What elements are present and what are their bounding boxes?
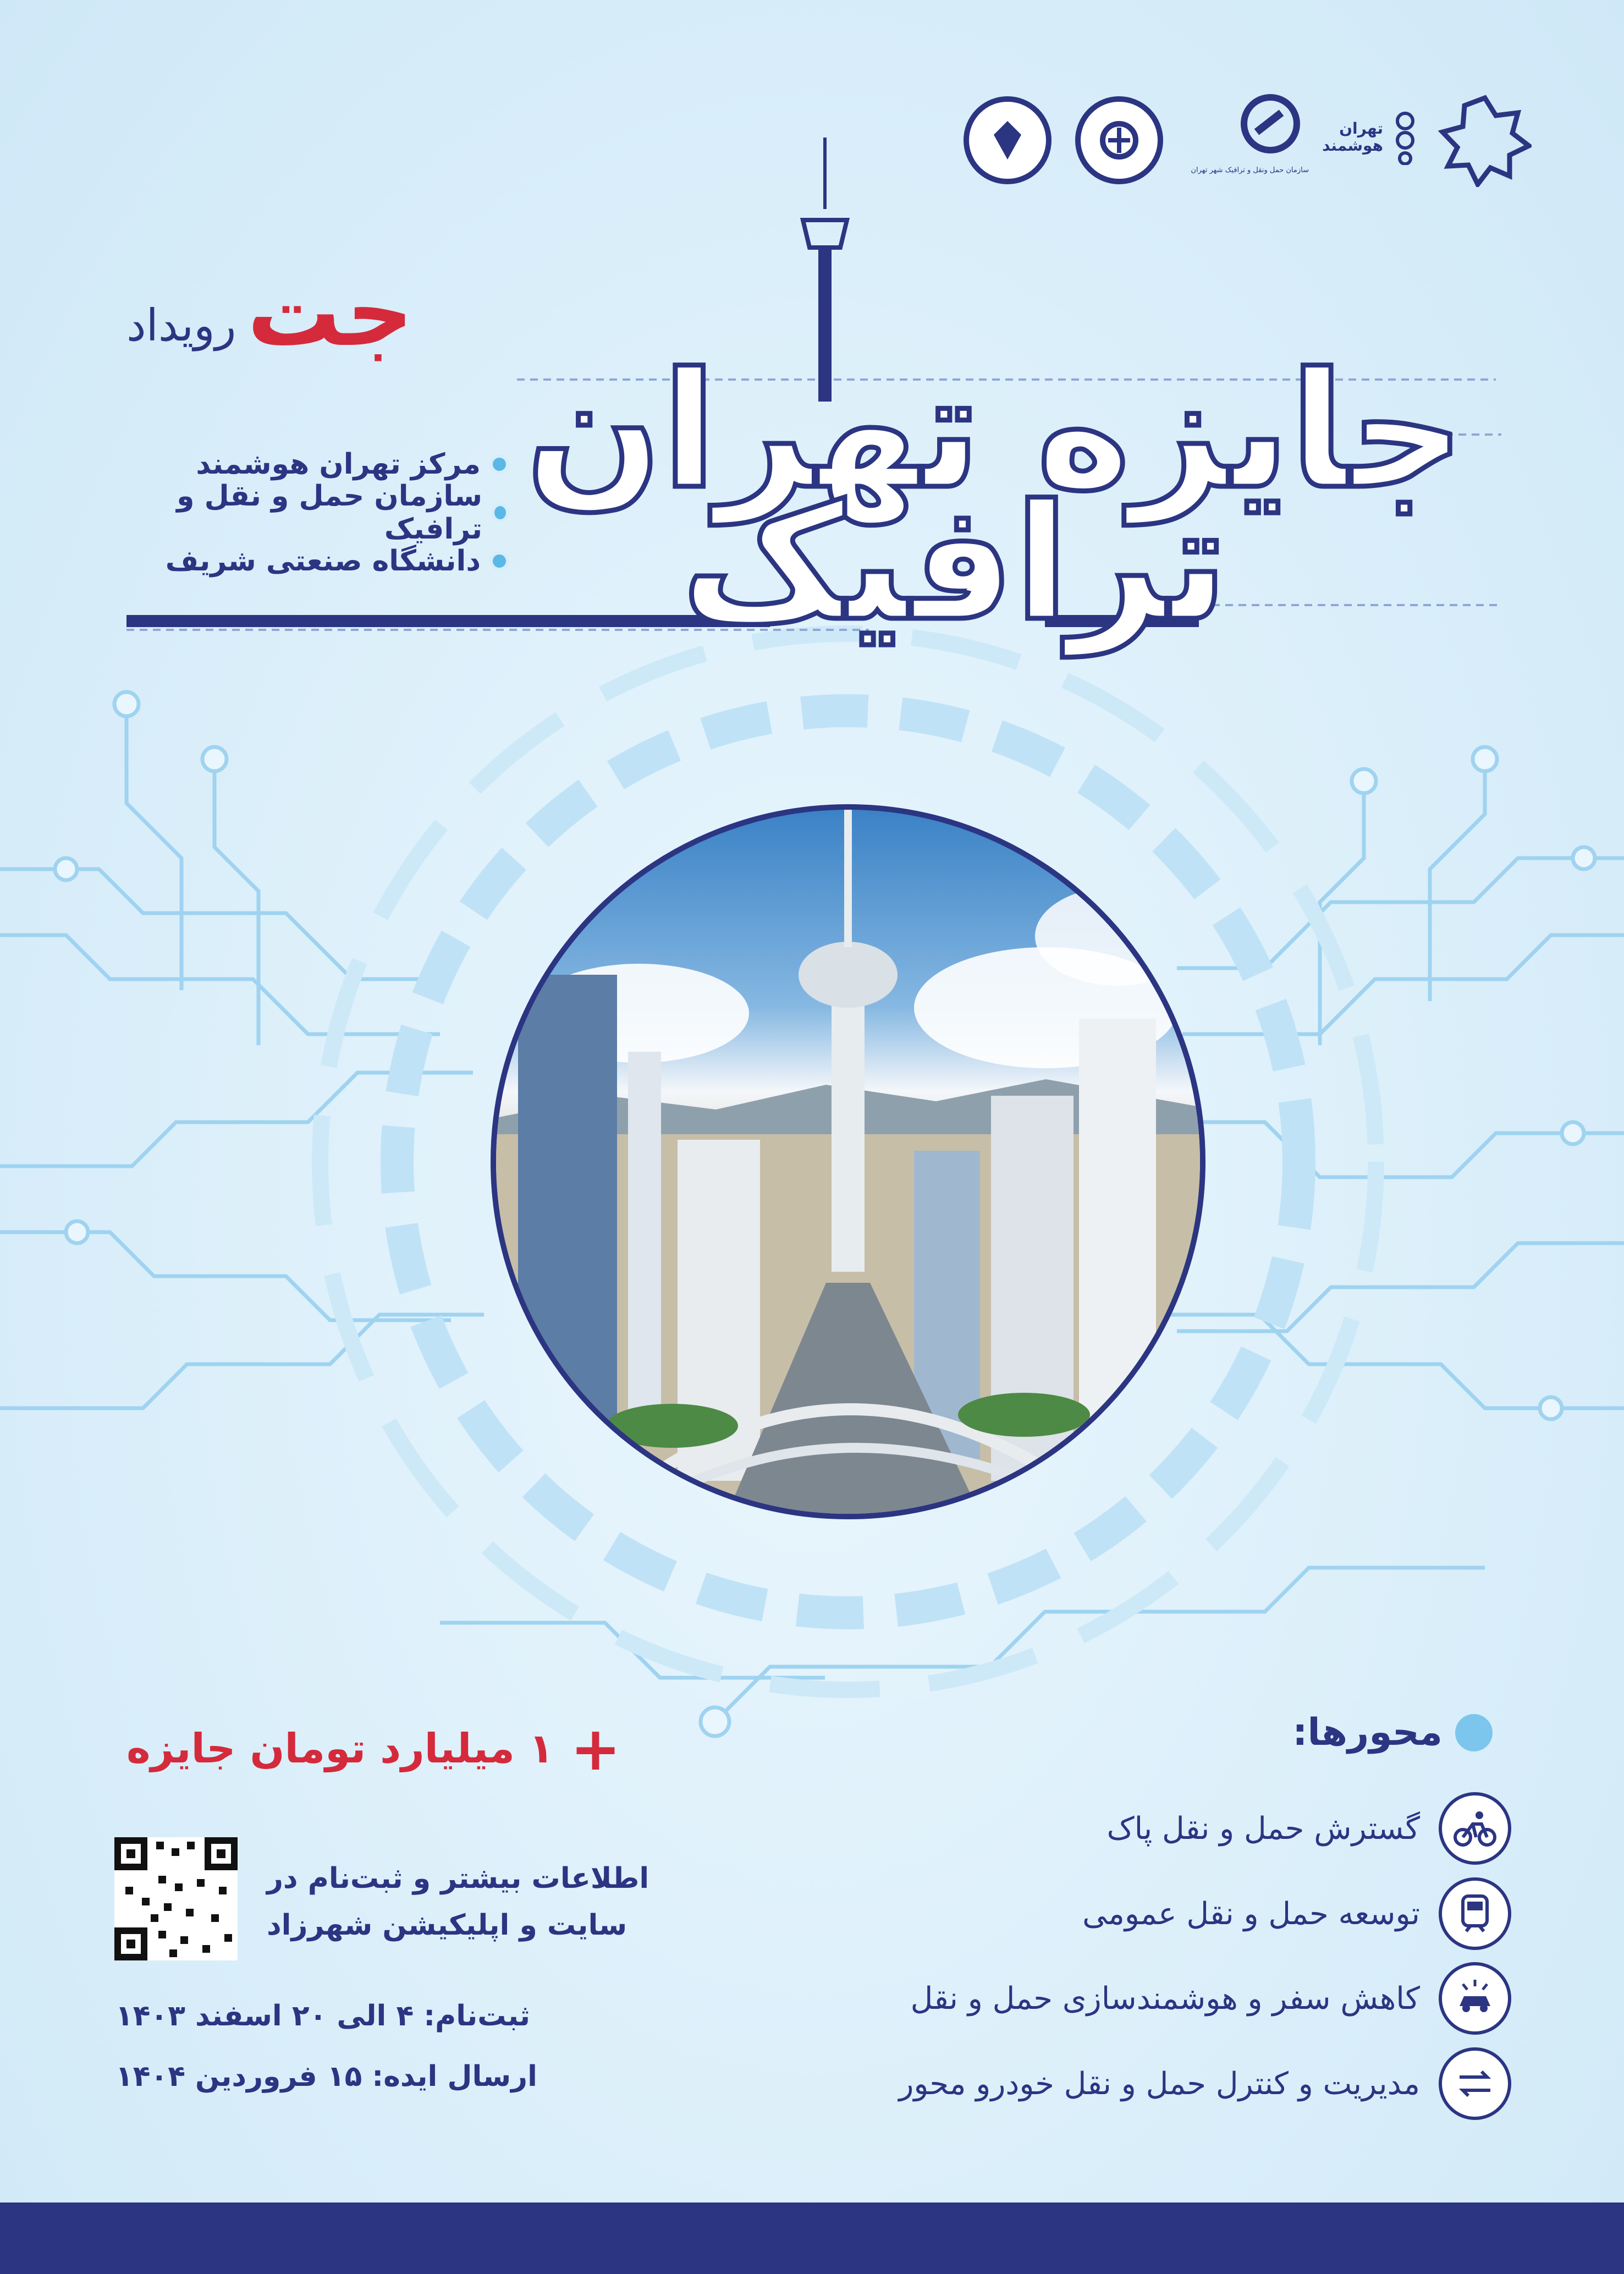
qr-code[interactable] [114, 1837, 238, 1960]
city-photo-circle [491, 804, 1205, 1519]
axis-label: کاهش سفر و هوشمندسازی حمل و نقل [910, 1980, 1420, 2017]
axis-item-smart-transport [911, 1962, 1511, 2035]
university-emblem-logo [1075, 96, 1163, 184]
sharif-university-logo [964, 96, 1052, 184]
main-title-line2: ترافیک [681, 471, 1228, 656]
more-info-line1: اطلاعات بیشتر و ثبت‌نام در [267, 1862, 649, 1895]
event-brand [126, 259, 414, 367]
axis-label: گسترش حمل و نقل پاک [1106, 1810, 1420, 1847]
organizer-label: دانشگاه صنعتی شریف [165, 545, 481, 578]
prize-text: ۱ میلیارد تومان جایزه [126, 1725, 554, 1772]
prize-plus-icon: + [570, 1713, 621, 1784]
prize-banner [126, 1713, 621, 1784]
traffic-organization-logo [1191, 94, 1309, 182]
main-title-line1: جایزه تهران [525, 339, 1465, 524]
traffic-org-caption: سازمان حمل ونقل و ترافیک شهر تهران [1191, 166, 1309, 174]
axis-item-public-transport [1082, 1877, 1511, 1950]
organizer-label: مرکز تهران هوشمند [196, 448, 481, 481]
train-icon [1439, 1877, 1511, 1950]
event-prefix: رویداد [126, 300, 236, 351]
axes-title: محورها: [1292, 1711, 1443, 1754]
tehran-municipality-logo [1438, 94, 1532, 187]
smart-tehran-icon [1389, 110, 1422, 165]
event-brand-jet: جت [247, 259, 414, 367]
smart-car-icon [1439, 1962, 1511, 2035]
bicycle-icon [1439, 1792, 1511, 1865]
smart-tehran-logo [1312, 105, 1422, 171]
idea-submission-date: ارسال ایده: ۱۵ فروردین ۱۴۰۴ [115, 2060, 537, 2093]
organizer-label: سازمان حمل و نقل و ترافیک [177, 480, 483, 546]
more-info-line2: سایت و اپلیکیشن شهرزاد [267, 1909, 627, 1942]
bullet-icon [493, 554, 506, 568]
registration-dates: ثبت‌نام: ۴ الی ۲۰ اسفند ۱۴۰۳ [115, 2000, 531, 2033]
footer-bar [0, 2202, 1624, 2274]
axis-label: توسعه حمل و نقل عمومی [1082, 1896, 1420, 1932]
traffic-arrows-icon [1439, 2047, 1511, 2120]
axis-item-car-management [899, 2047, 1511, 2120]
axis-item-clean-transport [1106, 1792, 1511, 1865]
organizer-item [121, 480, 506, 546]
bullet-icon [494, 506, 506, 519]
organizers-list [121, 440, 506, 585]
organizer-item [121, 537, 506, 585]
smart-tehran-label: تهران هوشمند [1322, 119, 1383, 155]
bullet-icon [493, 458, 506, 471]
axis-label: مدیریت و کنترل حمل و نقل خودرو محور [899, 2066, 1420, 2102]
